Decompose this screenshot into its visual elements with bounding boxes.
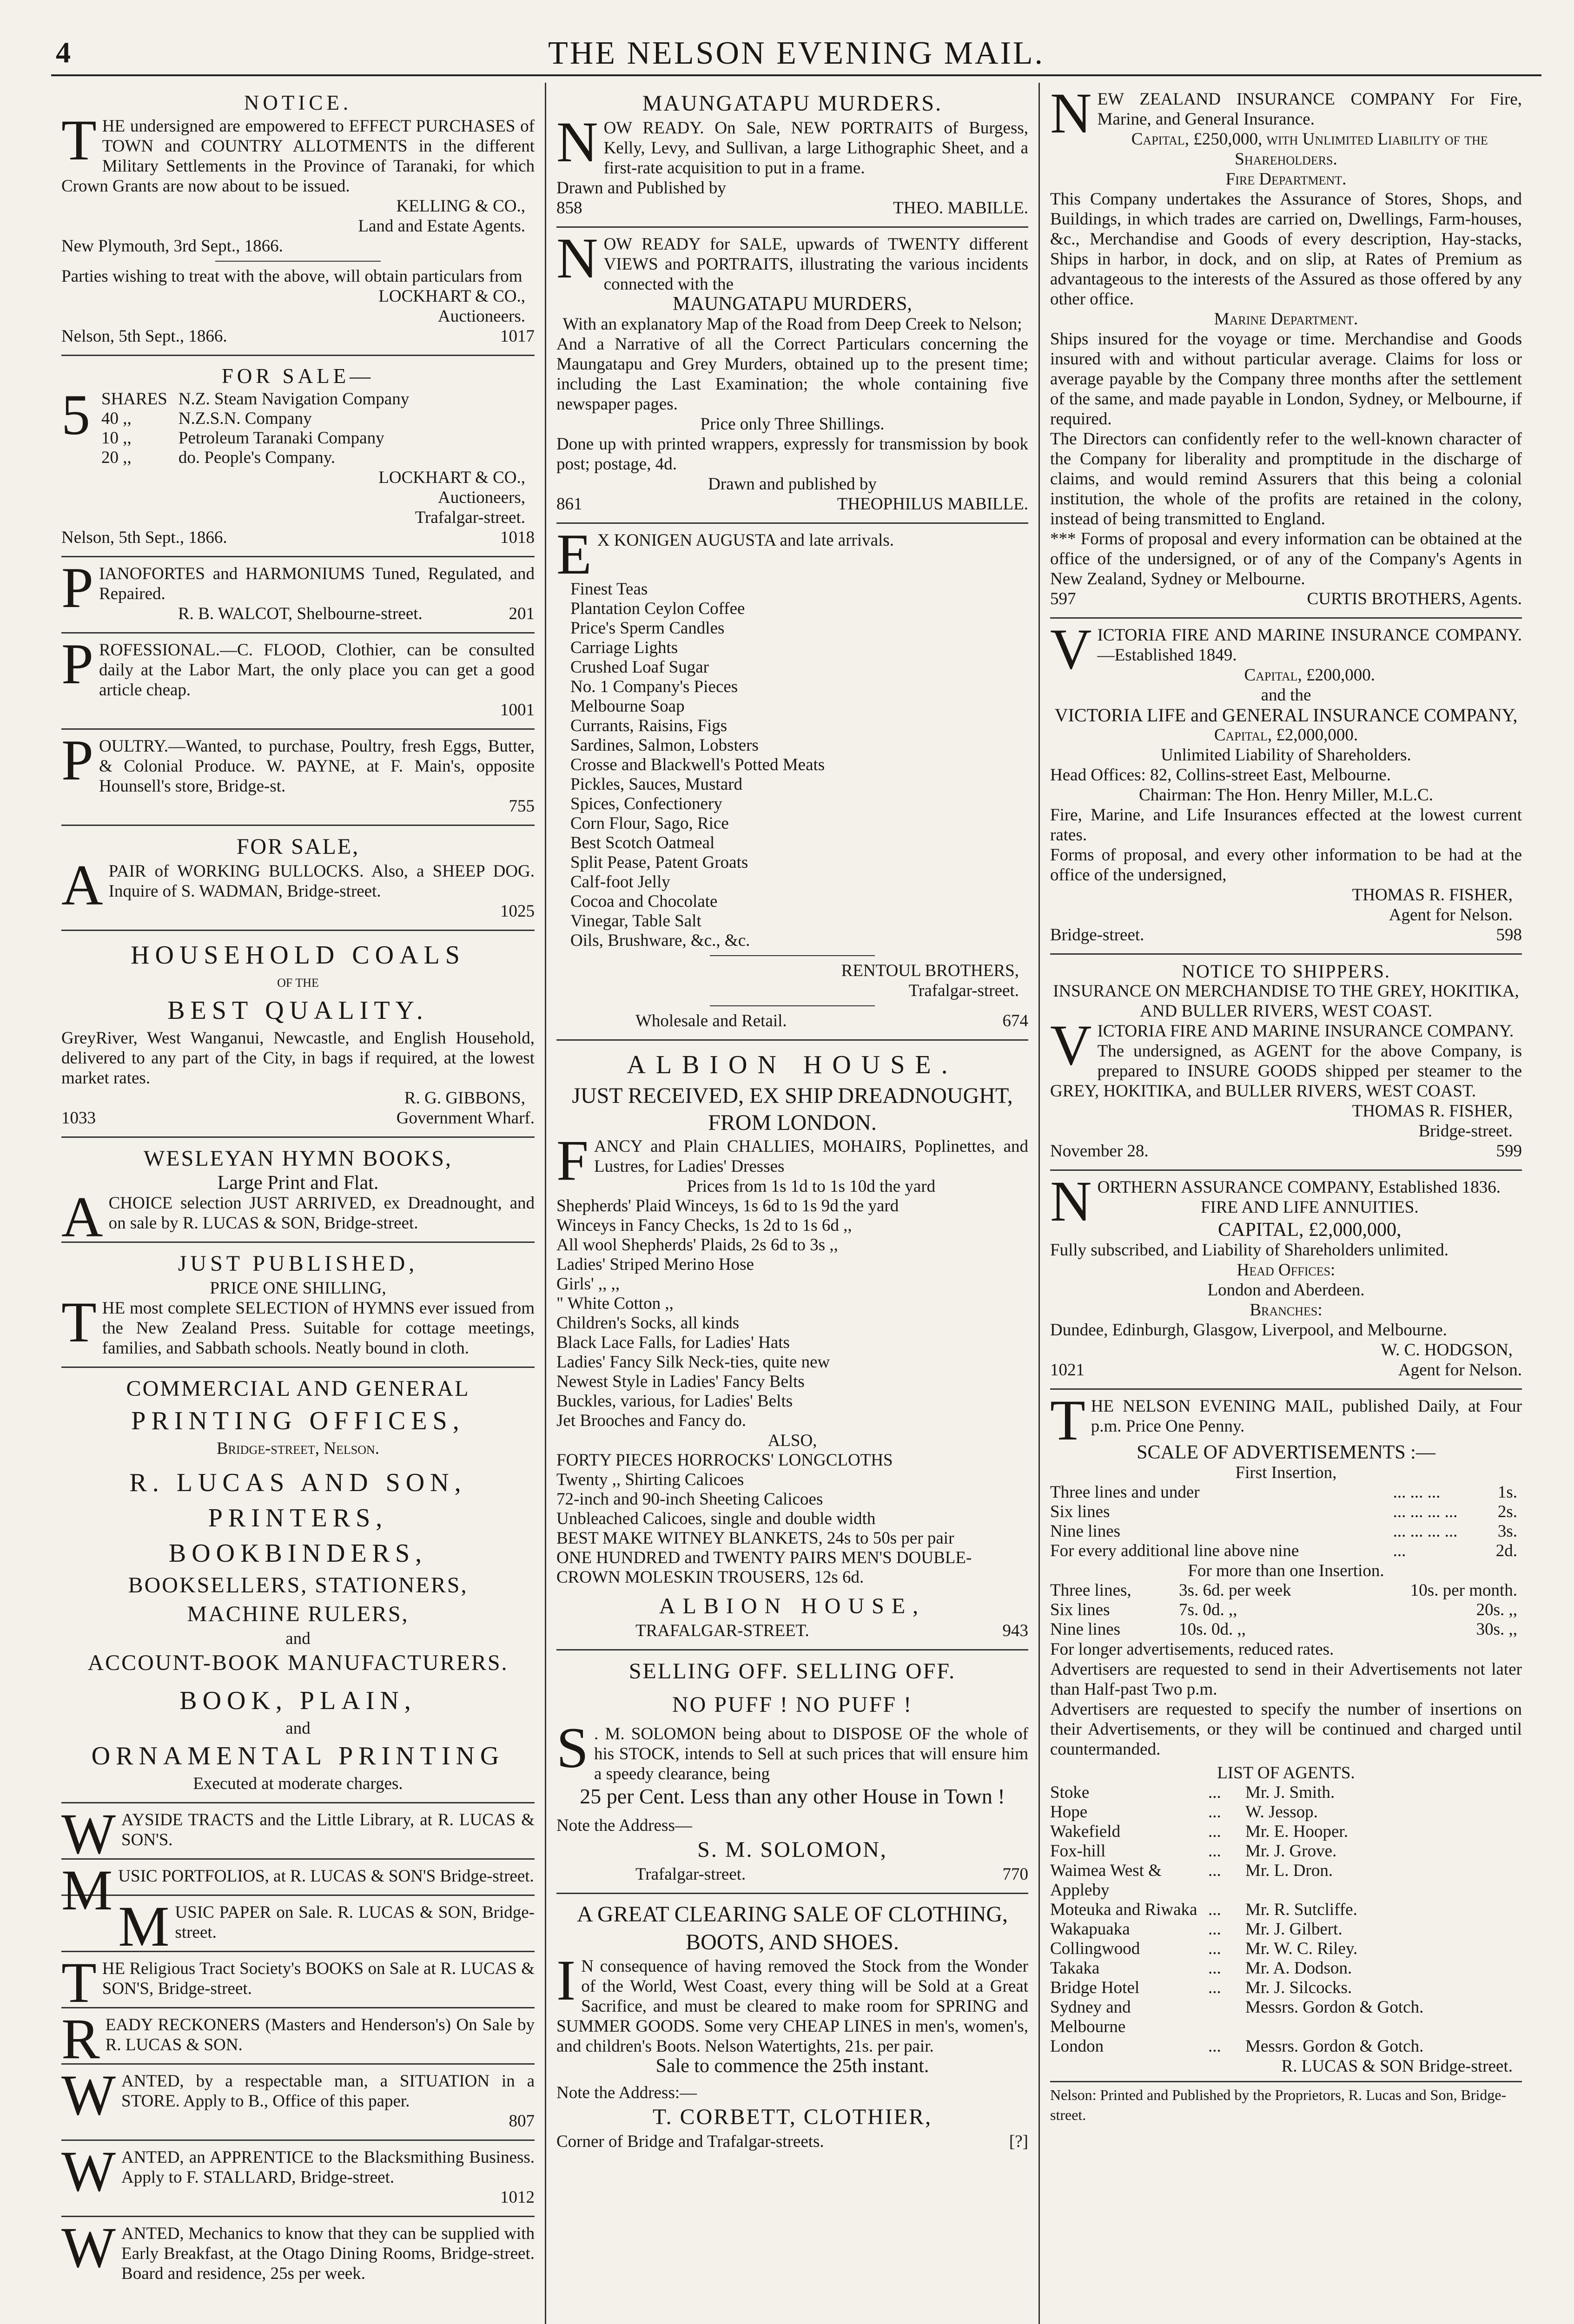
ad-footer: 597 CURTIS BROTHERS, Agents. xyxy=(1050,589,1522,608)
drop-cap: T xyxy=(61,1290,97,1354)
drop-cap: N xyxy=(1050,83,1092,145)
table-row: Hope ... W. Jessop. xyxy=(1050,1802,1318,1822)
ad-heading: MAUNGATAPU MURDERS. xyxy=(642,91,943,116)
list-item: Buckles, various, for Ladies' Belts xyxy=(556,1392,793,1411)
column-2 xyxy=(545,83,1038,2324)
ad-heading: FOR SALE, xyxy=(236,834,360,859)
list-item: " White Cotton ,, xyxy=(556,1294,674,1313)
ad-number: 1025 xyxy=(500,902,535,921)
ad-number: 858 xyxy=(556,198,582,218)
pianoforte-ad: PIANOFORTES and HARMONIUMS Tuned, Regulated, and Repaired. R. B. WALCOT, Shelbourne-street. 201 xyxy=(61,557,535,634)
selling-off-ad: SELLING OFF. SELLING OFF. NO PUFF ! NO PUFF ! S . M. SOLOMON being about to DISPOSE OF the whole of his STOCK, intends to Sell at such prices that will ensure him a speedy clearance, being 25 per Cent. Less than any other House in Town ! Note the Address— S. M. SOLOMON, Trafalgar-street. 770 xyxy=(556,1651,1028,1894)
table-row: Collingwood ... Mr. W. C. Riley. xyxy=(1050,1939,1358,1958)
list-item: Oils, Brushware, &c., &c. xyxy=(570,931,750,950)
notice-heading: NOTICE. xyxy=(244,91,352,114)
drop-cap: W xyxy=(61,2063,116,2127)
table-row: Fox-hill ... Mr. J. Grove. xyxy=(1050,1842,1337,1861)
list-item: Carriage Lights xyxy=(570,638,678,657)
list-item: Cocoa and Chocolate xyxy=(570,892,718,911)
northern-assurance-ad: NORTHERN ASSURANCE COMPANY, Established 1836. FIRE AND LIFE ANNUITIES. CAPITAL, £2,000,000, Fully subscribed, and Liability of Shareholders unlimited. Head Offices: London and Aberdeen. Branches: Dundee, Edinburgh, Glasgow, Liverpool, and Melbourne. W. C. HODGSON, 1021 Agent for Nelson. xyxy=(1050,1171,1522,1390)
drop-cap: V xyxy=(1050,1013,1092,1077)
drop-cap: I xyxy=(556,1948,576,2012)
signature-title: Auctioneers, xyxy=(437,488,525,507)
ad-number: 770 xyxy=(1002,1865,1028,1884)
list-item: Plantation Ceylon Coffee xyxy=(570,599,745,618)
divider xyxy=(710,1005,875,1006)
list-item: Newest Style in Ladies' Fancy Belts xyxy=(556,1372,805,1391)
list-item: Winceys in Fancy Checks, 1s 2d to 1s 6d ,, xyxy=(556,1216,852,1235)
ad-heading: FOR SALE— xyxy=(221,364,375,388)
drop-cap: F xyxy=(556,1129,589,1192)
konigen-augusta-ad: E X KONIGEN AUGUSTA and late arrivals. Finest Teas Plantation Ceylon Coffee Price's Sperm Candles Carriage Lights Crushed Loaf Sugar No. 1 Company's Pieces Melbourne Soap Currants, Raisins, Figs Sardines, Salmon, Lobsters Crosse and Blackwell's Potted Meats Pickles, Sauces, Mustard Spices, Confectionery Corn Flour, Sago, Rice Best Scotch Oatmeal Split Pease, Patent Groats Calf-foot Jelly Cocoa and Chocolate Vinegar, Table Salt Oils, Brushware, &c., &c. RENTOUL BROTHERS, Trafalgar-street. Wholesale and Retail. 674 xyxy=(556,524,1028,1041)
wanted-situation-ad: WANTED, by a respectable man, a SITUATION in a STORE. Apply to B., Office of this paper. 807 xyxy=(61,2065,535,2141)
ad-number: 598 xyxy=(1496,925,1522,944)
drop-cap: P xyxy=(61,728,93,792)
ad-number: 597 xyxy=(1050,589,1076,608)
notice-ad xyxy=(61,83,535,356)
drop-cap: E xyxy=(556,522,592,586)
ad-heading: JUST PUBLISHED, xyxy=(178,1251,418,1276)
coals-ad: HOUSEHOLD COALS OF THE BEST QUALITY. GreyRiver, West Wanganui, Newcastle, and English Household, delivered to any part of the City, in bags if required, at the lowest market rates. R. G. GIBBONS, 1033 Government Wharf. xyxy=(61,931,535,1138)
table-row: For every additional line above nine ... 2d. xyxy=(1050,1541,1517,1560)
list-item: BEST MAKE WITNEY BLANKETS, 24s to 50s per pair xyxy=(556,1529,954,1548)
signature: T. CORBETT, CLOTHIER, xyxy=(652,2105,932,2129)
list-item: Twenty ,, Shirting Calicoes xyxy=(556,1470,744,1489)
table-row: Six lines 7s. 0d. ,, 20s. ,, xyxy=(1050,1600,1517,1619)
signature: LOCKHART & CO., xyxy=(378,287,525,306)
goods-list xyxy=(556,577,1028,951)
drop-cap: A xyxy=(61,1185,103,1249)
agents-table xyxy=(1050,1783,1522,2056)
published-ad: JUST PUBLISHED, PRICE ONE SHILLING, THE most complete SELECTION of HYMNS ever issued from the New Zealand Press. Suitable for cottage meetings, families, and Sabbath schools. Neatly bound in cloth. xyxy=(61,1243,535,1368)
table-row: Three lines, 3s. 6d. per week 10s. per month. xyxy=(1050,1581,1517,1600)
ad-number: 1033 xyxy=(61,1109,96,1128)
ad-footer: Nelson, 5th Sept., 1866. 1018 xyxy=(61,528,535,547)
table-row: Three lines and under ... ... ... 1s. xyxy=(1050,1483,1517,1502)
drop-cap: S xyxy=(556,1716,589,1780)
list-item: Crosse and Blackwell's Potted Meats xyxy=(570,755,825,774)
list-item: Crushed Loaf Sugar xyxy=(570,658,709,677)
forsale-shares-ad xyxy=(61,356,535,557)
signature: THOMAS R. FISHER, xyxy=(1352,1102,1513,1121)
list-item: Finest Teas xyxy=(570,580,648,599)
drop-cap: P xyxy=(61,632,93,696)
ad-number: 807 xyxy=(509,2112,535,2131)
bullocks-ad: FOR SALE, APAIR of WORKING BULLOCKS. Also, a SHEEP DOG. Inquire of S. WADMAN, Bridge-street. 1025 xyxy=(61,826,535,931)
list-item: Ladies' Fancy Silk Neck-ties, quite new xyxy=(556,1353,830,1372)
ad-footer: 861 THEOPHILUS MABILLE. xyxy=(556,495,1028,514)
drop-cap: M xyxy=(118,1895,170,1958)
drop-cap: N xyxy=(556,226,598,290)
drop-cap: T xyxy=(61,108,97,172)
wayside-tracts-ad: WAYSIDE TRACTS and the Little Library, at R. LUCAS & SON'S. xyxy=(61,1802,535,1866)
clearing-sale-ad: A GREAT CLEARING SALE OF CLOTHING, BOOTS, AND SHOES. I N consequence of having removed the Stock from the Wonder of the World, West Coast, every thing will be Sold at a Great Sacrifice, and must be cleared to make room for SPRING and SUMMER GOODS. Some very CHEAP LINES in men's, women's, and children's Boots. Nelson Watertights, 21s. per pair. Sale to commence the 25th instant. Note the Address:— T. CORBETT, CLOTHIER, Corner of Bridge and Trafalgar-streets. [?] xyxy=(556,1894,1028,2160)
list-item: Spices, Confectionery xyxy=(570,794,722,813)
list-item: Ladies' Striped Merino Hose xyxy=(556,1255,754,1274)
column-1 xyxy=(51,83,545,2324)
rates-table xyxy=(1050,1581,1522,1639)
drop-cap: W xyxy=(61,1802,116,1866)
signature-title: Auctioneers. xyxy=(437,307,525,326)
ad-footer: Wholesale and Retail. 674 xyxy=(635,1011,1028,1030)
columns xyxy=(51,83,1541,2324)
divider xyxy=(215,261,381,262)
signature: KELLING & CO., xyxy=(396,197,525,216)
drop-cap: P xyxy=(61,556,93,620)
ad-footer: 1033 Government Wharf. xyxy=(61,1109,535,1128)
murders-portraits-ad: MAUNGATAPU MURDERS. NOW READY. On Sale, NEW PORTRAITS of Burgess, Kelly, Levy, and Sullivan, a large Lithographic Sheet, and a first-rate acquisition to put in a frame. Drawn and Published by 858 THEO. MABILLE. xyxy=(556,83,1028,228)
masthead xyxy=(51,33,1541,76)
albion-house-ad: ALBION HOUSE. JUST RECEIVED, EX SHIP DREADNOUGHT, FROM LONDON. FANCY and Plain CHALLIES, MOHAIRS, Poplinettes, and Lustres, for Ladies' Dresses Prices from 1s 1d to 1s 10d the yard Shepherds' Plaid Winceys, 1s 6d to 1s 9d the yard Winceys in Fancy Checks, 1s 2d to 1s 6d ,, All wool Shepherds' Plaids, 2s 6d to 3s ,, Ladies' Striped Merino Hose Girls' ,, ,, " White Cotton ,, Children's Socks, all kinds Black Lace Falls, for Ladies' Hats Ladies' Fancy Silk Neck-ties, quite new Newest Style in Ladies' Fancy Belts Buckles, various, for Ladies' Belts Jet Brooches and Fancy do. ALSO, FORTY PIECES HORROCKS' LONGCLOTHS Twenty ,, Shirting Calicoes 72-inch and 90-inch Sheeting Calicoes Unbleached Calicoes, single and double width BEST MAKE WITNEY BLANKETS, 24s to 50s per pair ONE HUNDRED and TWENTY PAIRS MEN'S DOUBLE-CROWN MOLESKIN TROUSERS, 12s 6d. ALBION HOUSE, TRAFALGAR-STREET. 943 xyxy=(556,1041,1028,1651)
ad-number: 861 xyxy=(556,495,582,514)
list-item: Pickles, Sauces, Mustard xyxy=(570,775,742,794)
table-row: Bridge Hotel ... Mr. J. Silcocks. xyxy=(1050,1978,1352,1997)
professional-ad: PROFESSIONAL.—C. FLOOD, Clothier, can be consulted daily at the Labor Mart, the only place you can get a good article cheap. 1001 xyxy=(61,634,535,730)
wanted-mechanics-ad: WANTED, Mechanics to know that they can be supplied with Early Breakfast, at the Otago Dining Rooms, Bridge-street. Board and residence, 25s per week. xyxy=(61,2216,535,2283)
ad-heading: SELLING OFF. SELLING OFF. xyxy=(628,1659,956,1684)
ad-heading: HOUSEHOLD COALS xyxy=(131,941,465,970)
list-item: Calf-foot Jelly xyxy=(570,872,670,891)
signature: LOCKHART & CO., xyxy=(378,468,525,487)
signature: RENTOUL BROTHERS, xyxy=(841,961,1019,980)
ad-number: 1017 xyxy=(500,327,535,346)
ad-footer: 858 THEO. MABILLE. xyxy=(556,198,1028,218)
ad-subheading: BEST QUALITY. xyxy=(167,996,429,1025)
paper-title: THE NELSON EVENING MAIL. xyxy=(548,35,1045,71)
list-item: No. 1 Company's Pieces xyxy=(570,677,738,696)
wanted-apprentice-ad: WANTED, an APPRENTICE to the Blacksmithing Business. Apply to F. STALLARD, Bridge-street. 1012 xyxy=(61,2141,535,2217)
ad-footer: Corner of Bridge and Trafalgar-streets. [?] xyxy=(556,2132,1028,2151)
murders-views-ad: NOW READY for SALE, upwards of TWENTY different VIEWS and PORTRAITS, illustrating the various incidents connected with the MAUNGATAPU MURDERS, With an explanatory Map of the Road from Deep Creek to Nelson; And a Narrative of all the Correct Particulars concerning the Maungatapu and Grey Murders, obtained up to the present time; including the Last Examination; the whole containing five newspaper pages. Price only Three Shillings. Done up with printed wrappers, expressly for transmission by book post; postage, 4d. Drawn and published by 861 THEOPHILUS MABILLE. xyxy=(556,228,1028,524)
ad-heading: NOTICE TO SHIPPERS. xyxy=(1182,961,1390,982)
imprint: Nelson: Printed and Published by the Proprietors, R. Lucas and Son, Bridge-street. xyxy=(1050,2081,1522,2125)
list-item: ONE HUNDRED and TWENTY PAIRS MEN'S DOUBLE-CROWN MOLESKIN TROUSERS, 12s 6d. xyxy=(556,1548,972,1587)
table-row: Six lines ... ... ... ... 2s. xyxy=(1050,1502,1517,1521)
nz-insurance-ad: NEW ZEALAND INSURANCE COMPANY For Fire, Marine, and General Insurance. Capital, £250,000, with Unlimited Liability of the Shareholders. Fire Department. This Company undertakes the Assurance of Stores, Shops, and Buildings, in which trades are carried on, Dwellings, Farm-houses, &c., Merchandise and Goods of every description, Hay-stacks, Ships in harbor, in dock, and on slip, at Rates of Premium as advantageous to the interests of the Assured as those offered by any other office. Marine Department. Ships insured for the voyage or time. Merchandise and Goods insured with and without particular average. Claims for loss or average payable by the Company three months after the settlement of the same, and made payable in London, Sydney, or Melbourne, if required. The Directors can confidently refer to the well-known character of the Company for liberality and promptitude in the discharge of claims, and would remind Assurers that this being a colonial institution, the whole of the profits are retained in the colony, instead of being transmitted to England. *** Forms of proposal and every information can be obtained at the office of the undersigned, or of any of the Company's Agents in New Zealand, Sydney or Melbourne. 597 CURTIS BROTHERS, Agents. xyxy=(1050,83,1522,619)
signature: R. LUCAS & SON Bridge-street. xyxy=(1281,2057,1513,2076)
goods-list xyxy=(556,1196,1028,1431)
shares-table: 5 SHARES N.Z. Steam Navigation Company 40 ,, N.Z.S.N. Company 10 ,, Petroleum Taranaki Company 20 ,, do. People's Company. xyxy=(61,383,410,467)
table-row: Waimea West & Appleby ... Mr. L. Dron. xyxy=(1050,1861,1333,1900)
drop-cap: M xyxy=(61,1858,113,1922)
ad-heading: SCALE OF ADVERTISEMENTS :— xyxy=(1137,1442,1435,1463)
ad-footer: 1021 Agent for Nelson. xyxy=(1050,1360,1522,1380)
ad-footer: R. B. WALCOT, Shelbourne-street. 201 xyxy=(178,604,535,623)
music-paper-ad: MUSIC PAPER on Sale. R. LUCAS & SON, Bridge-street. xyxy=(61,1896,535,1952)
list-item: Melbourne Soap xyxy=(570,697,685,716)
list-item: Sardines, Salmon, Lobsters xyxy=(570,736,759,755)
ad-number: [?] xyxy=(1009,2132,1028,2151)
ad-number: 943 xyxy=(1002,1621,1028,1640)
ad-number: 1012 xyxy=(500,2188,535,2207)
ad-number: 674 xyxy=(1002,1011,1028,1030)
table-row: Stoke ... Mr. J. Smith. xyxy=(1050,1783,1335,1802)
ready-reckoners-ad: READY RECKONERS (Masters and Henderson's) On Sale by R. LUCAS & SON. xyxy=(61,2007,535,2071)
table-row: Nine lines ... ... ... ... 3s. xyxy=(1050,1522,1517,1541)
list-item: Shepherds' Plaid Winceys, 1s 6d to 1s 9d the yard xyxy=(556,1196,899,1215)
list-item: Unbleached Calicoes, single and double width xyxy=(556,1509,876,1528)
signature-address: Trafalgar-street. xyxy=(415,508,525,527)
drop-cap: V xyxy=(1050,617,1092,681)
signature: R. G. GIBBONS, xyxy=(404,1089,525,1108)
ad-footer: Bridge-street. 598 xyxy=(1050,925,1522,944)
list-item: Best Scotch Oatmeal xyxy=(570,833,715,852)
list-item: Black Lace Falls, for Ladies' Hats xyxy=(556,1333,790,1352)
drop-cap: W xyxy=(61,2216,116,2279)
ad-number: 1001 xyxy=(500,700,535,720)
drop-cap: N xyxy=(556,110,598,174)
ad-footer: TRAFALGAR-STREET. 943 xyxy=(635,1621,1028,1640)
signature-address: Trafalgar-street. xyxy=(908,981,1019,1000)
page-number: 4 xyxy=(56,36,71,69)
music-portfolios-ad: MUSIC PORTFOLIOS, at R. LUCAS & SON'S Bridge-street. xyxy=(61,1858,534,1922)
table-row: Sydney and Melbourne Messrs. Gordon & Gotch. xyxy=(1050,1998,1424,2036)
list-item: Currants, Raisins, Figs xyxy=(570,716,727,735)
signature: S. M. SOLOMON, xyxy=(697,1837,887,1862)
drop-cap: R xyxy=(61,2007,100,2071)
column-3 xyxy=(1038,83,1532,2324)
divider xyxy=(710,955,875,956)
drop-cap: A xyxy=(61,853,103,917)
hymn-books-ad: WESLEYAN HYMN BOOKS, Large Print and Flat. ACHOICE selection JUST ARRIVED, ex Dreadnought, and on sale by R. LUCAS & SON, Bridge-street. xyxy=(61,1138,535,1243)
rates-table xyxy=(1050,1483,1522,1561)
ad-number: 599 xyxy=(1496,1142,1522,1161)
list-item: Price's Sperm Candles xyxy=(570,619,725,638)
drop-cap: W xyxy=(61,2139,116,2203)
evening-mail-terms: THE NELSON EVENING MAIL, published Daily, at Four p.m. Price One Penny. SCALE OF ADVERTISEMENTS :— First Insertion, Three lines and under ... ... ... 1s. Six lines ... ... ... ... 2s. Nine lines ... ... ... ... 3s. For every additional line above nine ... 2d. For more than one Insertion. Three lines, 3s. 6d. per week 10s. per month. Six lines 7s. 0d. ,, 20s. ,, Nine lines 10s. 0d. ,, 30s. ,, For longer advertisements, reduced rates. Advertisers are requested to send in their Advertisements not later than Half-past Two p.m. Advertisers are requested to specify the number of insertions on their Advertisements, or they will be continued and charged until countermanded. LIST OF AGENTS. Stoke ... Mr. J. Smith. Hope ... W. Jessop. Wakefield ... Mr. E. Hooper. Fox-hill ... Mr. J. Grove. Waimea West & Appleby ... Mr. L. Dron. Moteuka and Riwaka ... Mr. R. Sutcliffe. Wakapuaka ... Mr. J. Gilbert. Collingwood ... Mr. W. C. Riley. Takaka ... Mr. A. Dodson. Bridge Hotel ... Mr. J. Silcocks. Sydney and Melbourne Messrs. Gordon & Gotch. London ... Messrs. Gordon & Gotch. R. LUCAS & SON Bridge-street. Nelson: Printed and Published by the Proprietors, R. Lucas and Son, Bridge-street. xyxy=(1050,1390,1522,2133)
dateline: New Plymouth, 3rd Sept., 1866. xyxy=(61,237,283,256)
ad-number: 755 xyxy=(509,797,535,816)
ad-footer: Trafalgar-street. 770 xyxy=(635,1865,1028,1884)
list-item: Girls' ,, ,, xyxy=(556,1274,620,1294)
list-item: All wool Shepherds' Plaids, 2s 6d to 3s ,, xyxy=(556,1235,838,1254)
ad-heading: WESLEYAN HYMN BOOKS, xyxy=(143,1146,452,1171)
signature-title: Land and Estate Agents. xyxy=(358,217,525,236)
ad-heading: A GREAT CLEARING SALE OF CLOTHING, BOOTS, AND SHOES. xyxy=(576,1902,1008,1954)
drop-cap: T xyxy=(61,1951,97,2014)
notice-body-2: Parties wishing to treat with the above, will obtain particulars from xyxy=(61,267,522,286)
drop-cap: T xyxy=(1050,1388,1085,1452)
goods-list xyxy=(556,1451,1028,1587)
table-row: Moteuka and Riwaka ... Mr. R. Sutcliffe. xyxy=(1050,1900,1357,1919)
list-item: Corn Flour, Sago, Rice xyxy=(570,814,729,833)
table-row: Wakapuaka ... Mr. J. Gilbert. xyxy=(1050,1920,1343,1939)
ad-footer: Nelson, 5th Sept., 1866. 1017 xyxy=(61,327,535,346)
ad-number: 201 xyxy=(509,604,535,623)
poultry-ad: POULTRY.—Wanted, to purchase, Poultry, fresh Eggs, Butter, & Colonial Produce. W. PAYNE, at F. Main's, opposite Hounsell's store, Bridge-st. 755 xyxy=(61,730,535,826)
list-item: Split Pease, Patent Groats xyxy=(570,853,748,872)
ad-footer: November 28. 599 xyxy=(1050,1142,1522,1161)
signature: THOMAS R. FISHER, xyxy=(1352,885,1513,905)
tract-society-ad: THE Religious Tract Society's BOOKS on Sale at R. LUCAS & SON'S, Bridge-street. xyxy=(61,1951,535,2014)
table-row: Wakefield ... Mr. E. Hooper. xyxy=(1050,1822,1348,1841)
notice-body: THE undersigned are empowered to EFFECT PURCHASES of TOWN and COUNTRY ALLOTMENTS in the different Military Settlements in the Province of Taranaki, for which Crown Grants are now about to be issued. xyxy=(61,108,535,196)
printing-offices-ad: COMMERCIAL AND GENERAL PRINTING OFFICES, Bridge-street, Nelson. R. LUCAS AND SON, PRINTERS, BOOKBINDERS, BOOKSELLERS, STATIONERS, MACHINE RULERS, and ACCOUNT-BOOK MANUFACTURERS. BOOK, PLAIN, and ORNAMENTAL PRINTING Executed at moderate charges. xyxy=(61,1368,535,1803)
list-item: Vinegar, Table Salt xyxy=(570,911,701,931)
list-item: Jet Brooches and Fancy do. xyxy=(556,1411,746,1430)
drop-cap: N xyxy=(1050,1169,1092,1233)
ad-number: 1021 xyxy=(1050,1360,1085,1380)
list-item: Children's Socks, all kinds xyxy=(556,1314,740,1333)
signature: W. C. HODGSON, xyxy=(1381,1340,1513,1360)
list-item: 72-inch and 90-inch Sheeting Calicoes xyxy=(556,1490,823,1509)
victoria-insurance-ad: VICTORIA FIRE AND MARINE INSURANCE COMPANY.—Established 1849. Capital, £200,000. and the VICTORIA LIFE and GENERAL INSURANCE COMPANY, Capital, £2,000,000. Unlimited Liability of Shareholders. Head Offices: 82, Collins-street East, Melbourne. Chairman: The Hon. Henry Miller, M.L.C. Fire, Marine, and Life Insurances effected at the lowest current rates. Forms of proposal, and every other information to be had at the office of the undersigned, THOMAS R. FISHER, Agent for Nelson. Bridge-street. 598 xyxy=(1050,619,1522,955)
list-item: FORTY PIECES HORROCKS' LONGCLOTHS xyxy=(556,1451,893,1470)
table-row: London ... Messrs. Gordon & Gotch. xyxy=(1050,2037,1424,2056)
notice-to-shippers-ad: NOTICE TO SHIPPERS. INSURANCE ON MERCHANDISE TO THE GREY, HOKITIKA, AND BULLER RIVERS, WEST COAST. VICTORIA FIRE AND MARINE INSURANCE COMPANY. The undersigned, as AGENT for the above Company, is prepared to INSURE GOODS shipped per steamer to the GREY, HOKITIKA, and BULLER RIVERS, WEST COAST. THOMAS R. FISHER, Bridge-street. November 28. 599 xyxy=(1050,955,1522,1171)
ad-heading: ALBION HOUSE. xyxy=(627,1050,958,1079)
big-numeral: 5 xyxy=(61,383,90,447)
ad-number: 1018 xyxy=(500,528,535,547)
table-row: Nine lines 10s. 0d. ,, 30s. ,, xyxy=(1050,1620,1517,1639)
table-row: Takaka ... Mr. A. Dodson. xyxy=(1050,1959,1352,1978)
